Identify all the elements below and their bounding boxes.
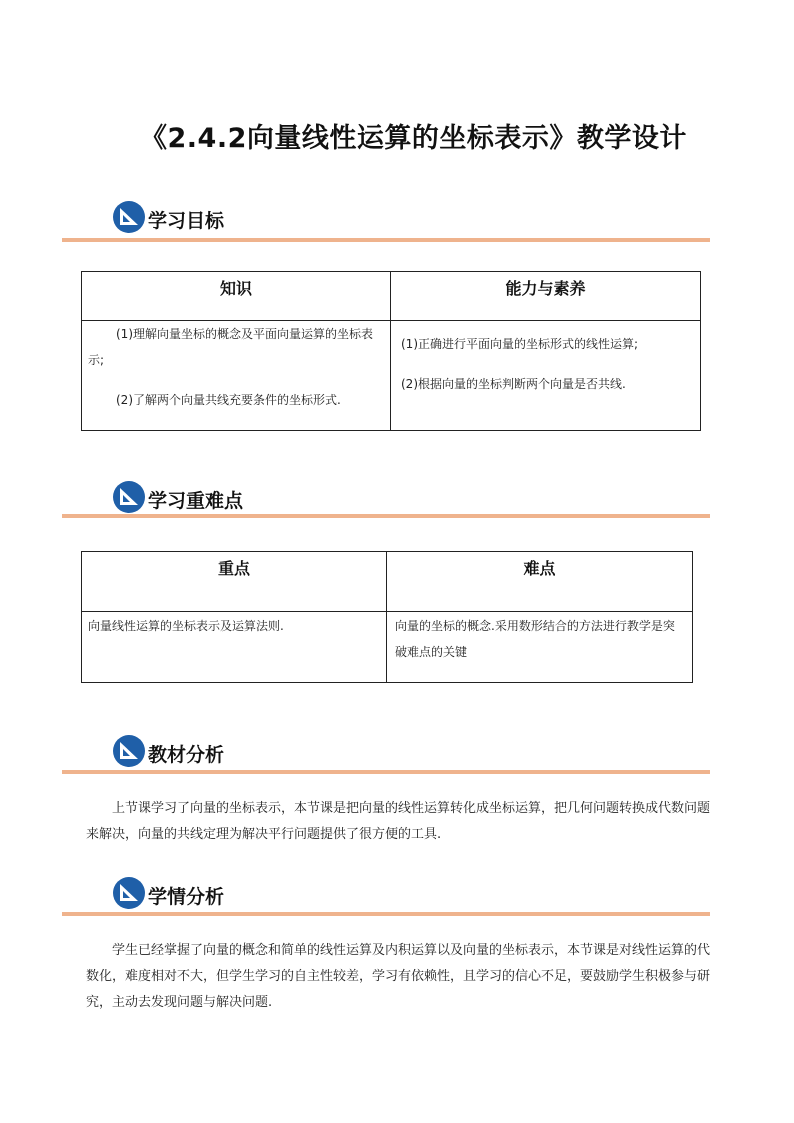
section-header-objectives xyxy=(112,200,712,234)
student-analysis-text: 学生已经掌握了向量的概念和简单的线性运算及内积运算以及向量的坐标表示，本节课是对线性运算的代数化，难度相对不大，但学生学习的自主性较差，学习有依赖性，且学习的信心不足，要鼓励学生积极参与研究，主动去发现问题与解决问题. xyxy=(86,943,711,1010)
triangle-ruler-icon xyxy=(112,480,146,514)
section-divider xyxy=(62,514,710,518)
section-heading: 教材分析 xyxy=(148,744,225,766)
section-divider xyxy=(62,238,710,242)
section-heading: 学习重难点 xyxy=(148,490,244,512)
ability-item: (2)根据向量的坐标判断两个向量是否共线. xyxy=(401,377,626,391)
material-analysis-text: 上节课学习了向量的坐标表示，本节课是把向量的线性运算转化成坐标运算，把几何问题转换成代数问题来解决，向量的共线定理为解决平行问题提供了很方便的工具. xyxy=(86,801,711,842)
knowledge-item: (2)了解两个向量共线充要条件的坐标形式. xyxy=(116,393,341,407)
triangle-ruler-icon xyxy=(112,734,146,768)
section-divider xyxy=(62,912,710,916)
page-title: 《2.4.2向量线性运算的坐标表示》教学设计 xyxy=(140,123,687,154)
column-header-focus: 重点 xyxy=(217,559,250,578)
column-header-difficulty: 难点 xyxy=(523,559,556,578)
focus-text: 向量线性运算的坐标表示及运算法则. xyxy=(88,619,284,633)
section-header-keypoints xyxy=(112,480,712,514)
section-divider xyxy=(62,770,710,774)
difficulty-text: 向量的坐标的概念.采用数形结合的方法进行教学是突破难点的关键 xyxy=(395,619,675,659)
triangle-ruler-icon xyxy=(112,200,146,234)
ability-item: (1)正确进行平面向量的坐标形式的线性运算; xyxy=(401,337,639,351)
triangle-ruler-icon xyxy=(112,876,146,910)
keypoints-table xyxy=(81,551,693,683)
section-heading: 学习目标 xyxy=(148,210,225,232)
column-header-knowledge: 知识 xyxy=(219,279,252,298)
column-header-ability: 能力与素养 xyxy=(505,279,586,298)
section-heading: 学情分析 xyxy=(148,886,225,908)
knowledge-item: (1)理解向量坐标的概念及平面向量运算的坐标表示; xyxy=(88,327,373,367)
section-header-students xyxy=(112,876,712,910)
section-header-material xyxy=(112,734,712,768)
objectives-table xyxy=(81,271,701,431)
